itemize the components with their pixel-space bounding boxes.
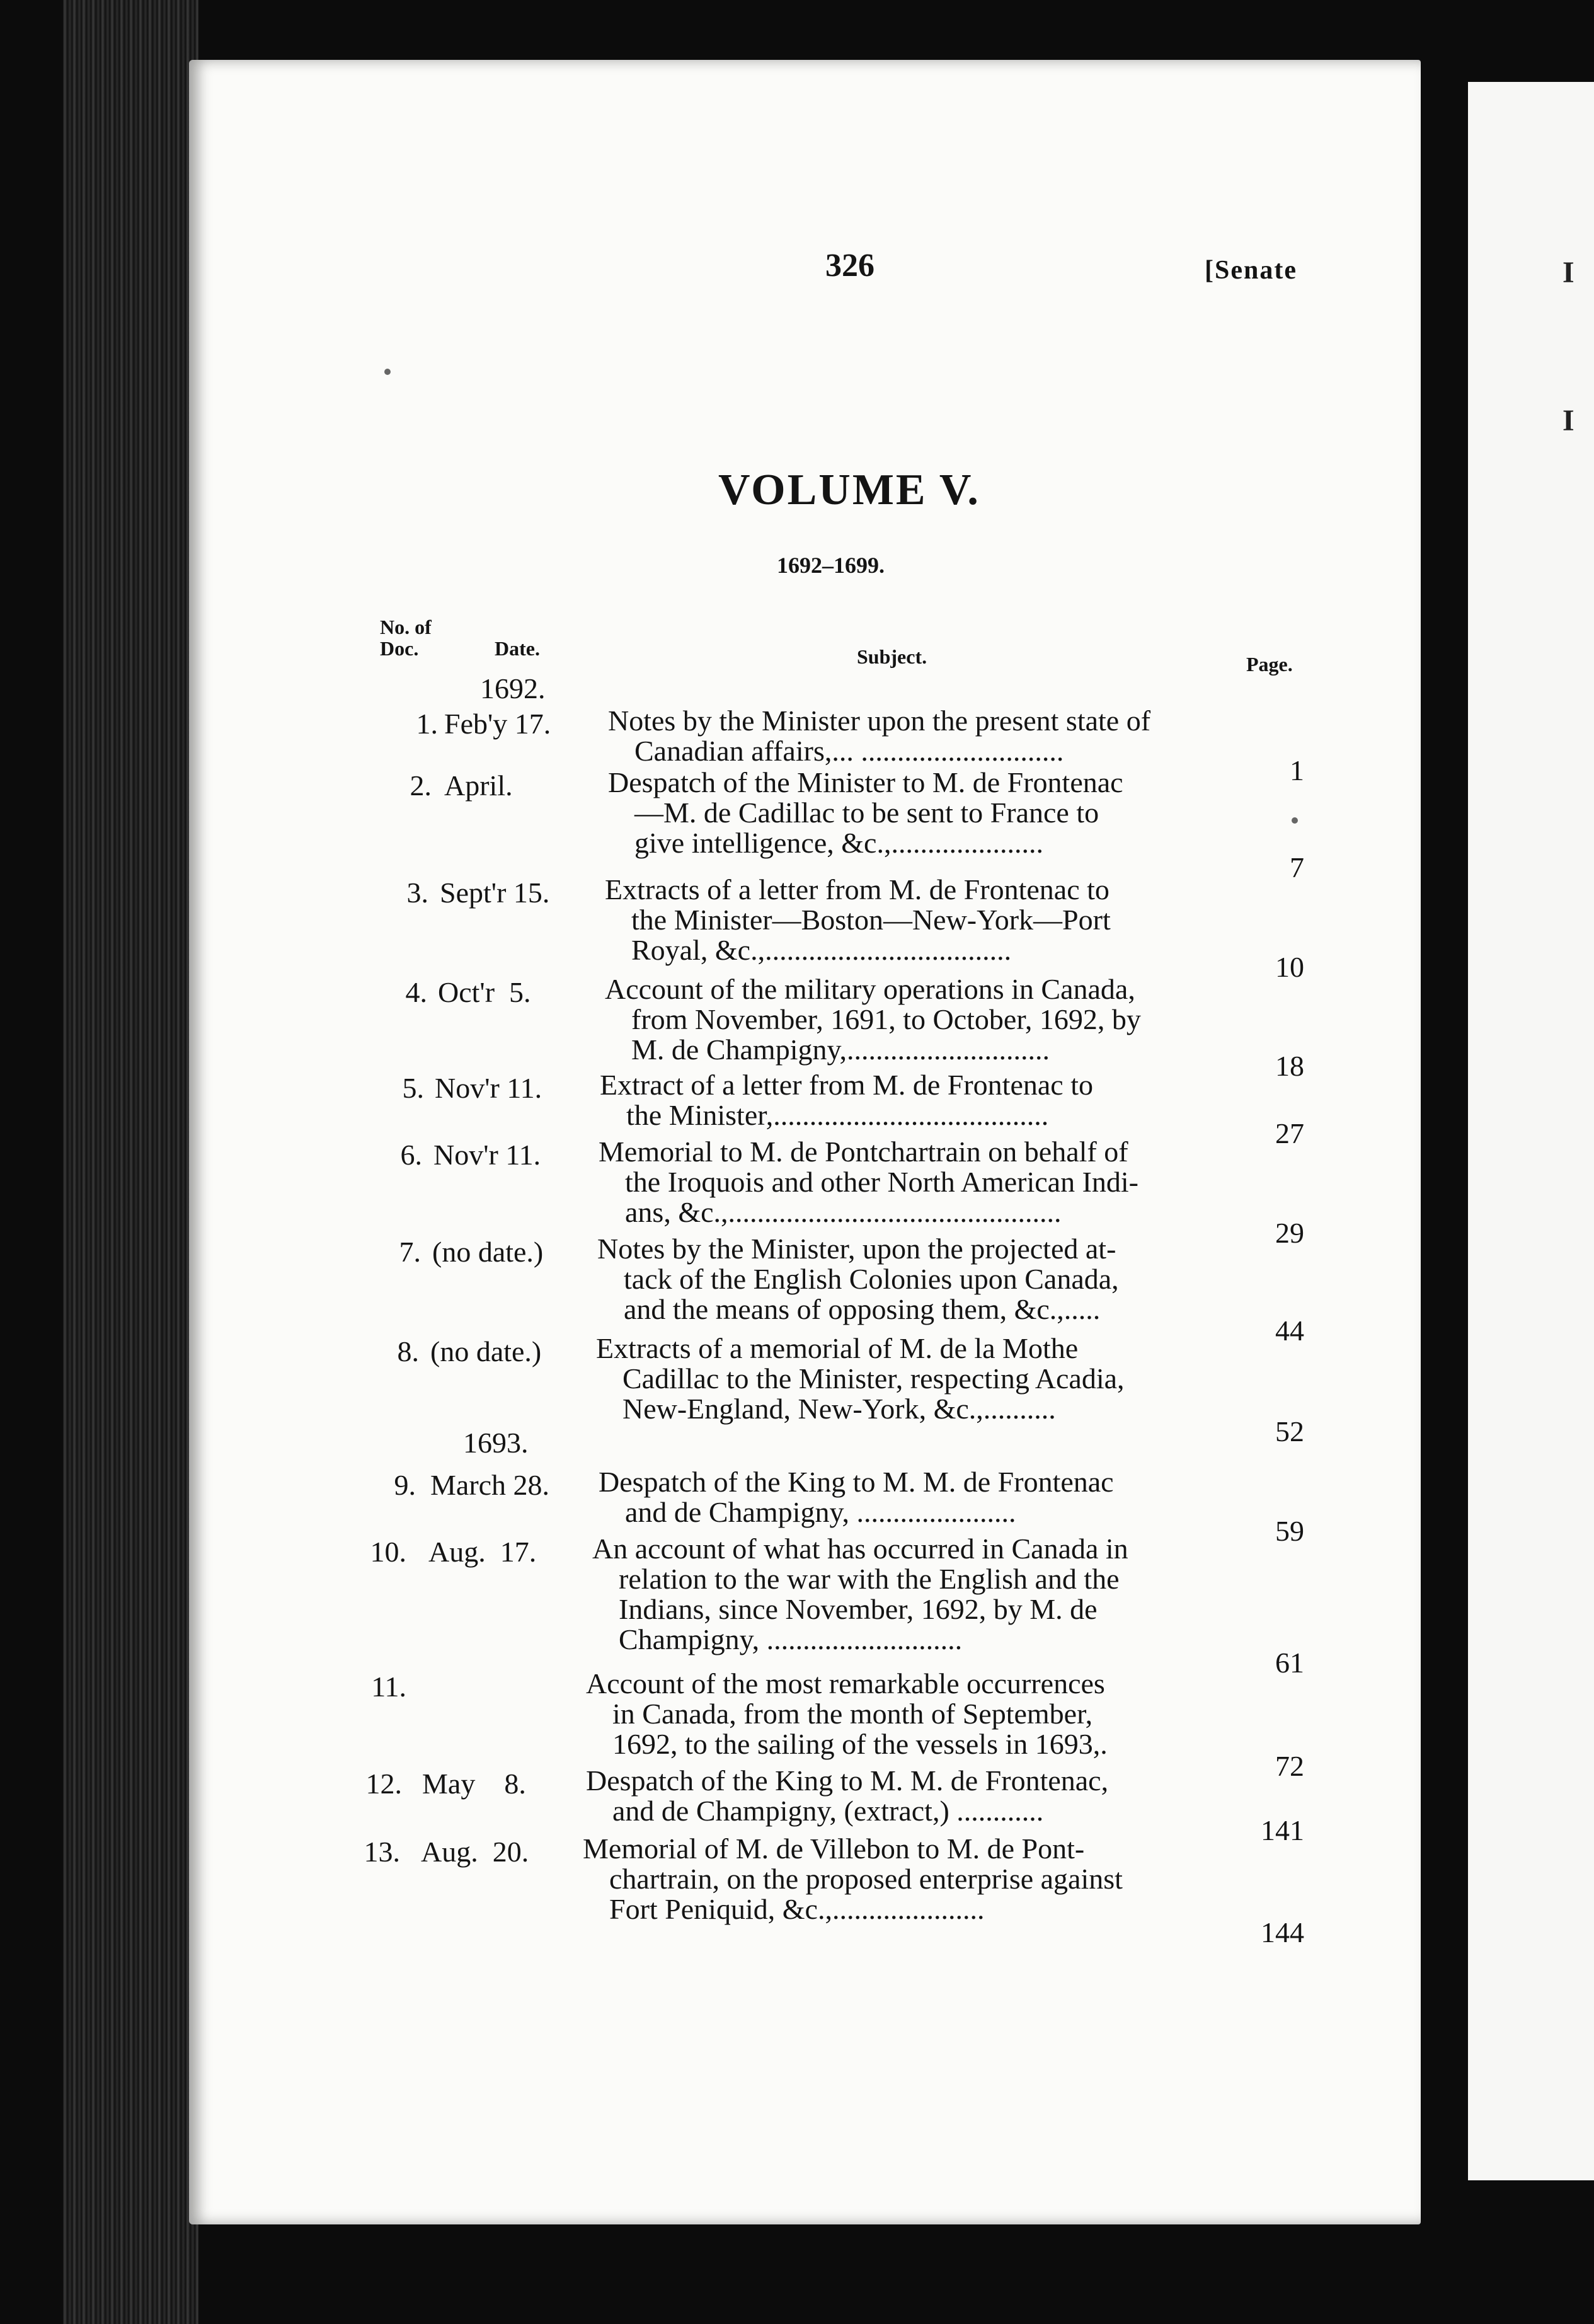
subject-line: 1692, to the sailing of the vessels in 1693,. [612, 1728, 1108, 1760]
entry-subject [592, 1534, 1241, 1655]
entry-subject [586, 1766, 1235, 1826]
entry-page: 44 [1275, 1314, 1304, 1347]
entry-date: Nov'r 11. [433, 1139, 541, 1171]
entry-page: 141 [1261, 1814, 1304, 1846]
subject-line: in Canada, from the month of September, [612, 1698, 1093, 1730]
entry-page: 18 [1275, 1050, 1304, 1082]
subject-line: Notes by the Minister, upon the projected at- [597, 1233, 1116, 1265]
entry-page: 10 [1275, 951, 1304, 983]
entry-date: April. [444, 769, 513, 802]
entry-number: 13. [364, 1836, 400, 1868]
subject-line: Cadillac to the Minister, respecting Acadia, [622, 1362, 1125, 1395]
entry-number: 6. [400, 1139, 422, 1171]
entry-number: 1. [416, 708, 438, 740]
subject-line: New-England, New-York, &c.,.......... [622, 1393, 1056, 1425]
subject-line: Notes by the Minister upon the present state of [608, 705, 1151, 737]
subject-line: Account of the most remarkable occurrences [586, 1667, 1105, 1700]
entry-number: 2. [410, 769, 432, 802]
column-header-no: No. of Doc. [380, 616, 432, 660]
page-number: 326 [825, 248, 874, 284]
entry-date: Feb'y 17. [444, 708, 551, 740]
entry-page: 7 [1290, 851, 1304, 883]
entry-number: 11. [371, 1671, 406, 1703]
entry-date: March 28. [430, 1469, 550, 1501]
entry-number: 12. [365, 1768, 402, 1800]
subject-line: the Iroquois and other North American Indi- [625, 1166, 1138, 1198]
entry-page: 61 [1275, 1647, 1304, 1679]
subject-line: Champigny, ........................... [619, 1623, 963, 1655]
subject-line: Memorial to M. de Pontchartrain on behalf of [599, 1136, 1128, 1168]
entry-date: Aug. 17. [428, 1536, 537, 1568]
subject-line: relation to the war with the English and the [619, 1563, 1120, 1595]
subject-line: Extract of a letter from M. de Frontenac to [600, 1069, 1093, 1101]
subject-line: the Minister—Boston—New-York—Port [631, 904, 1111, 936]
subject-line: and the means of opposing them, &c.,..... [624, 1293, 1101, 1325]
entry-page: 52 [1275, 1415, 1304, 1447]
entry-page: 1 [1290, 754, 1304, 786]
subject-line: the Minister,...................................... [626, 1099, 1049, 1131]
entry-page: 27 [1275, 1117, 1304, 1149]
entry-number: 10. [370, 1536, 406, 1568]
year-label: 1693. [463, 1427, 529, 1459]
adjacent-page-edge: I I [1468, 82, 1594, 2180]
subject-line: Royal, &c.,.................................. [631, 934, 1012, 966]
year-label: 1692. [480, 672, 546, 705]
column-header-date: Date. [495, 637, 540, 660]
subject-line: Despatch of the King to M. M. de Frontenac, [586, 1764, 1109, 1797]
volume-years: 1692–1699. [777, 553, 885, 578]
entry-page: 29 [1275, 1217, 1304, 1249]
book-spine [63, 0, 198, 2324]
subject-line: —M. de Cadillac to be sent to France to [634, 797, 1099, 829]
entry-date: Nov'r 11. [435, 1072, 542, 1104]
entry-date: (no date.) [430, 1335, 542, 1367]
subject-line: Fort Peniquid, &c.,..................... [609, 1893, 985, 1925]
volume-title: VOLUME V. [718, 466, 980, 514]
entry-date: Aug. 20. [421, 1836, 529, 1868]
subject-line: Memorial of M. de Villebon to M. de Pont- [583, 1832, 1085, 1865]
entry-subject [583, 1834, 1232, 1924]
entry-page: 144 [1261, 1916, 1304, 1948]
subject-line: An account of what has occurred in Canada in [592, 1533, 1128, 1565]
print-speck [384, 369, 391, 375]
entry-subject [596, 1333, 1245, 1424]
column-header-page: Page. [1246, 653, 1293, 676]
entry-subject [586, 1669, 1235, 1759]
subject-line: give intelligence, &c.,..................... [634, 827, 1043, 859]
entry-number: 3. [406, 877, 428, 909]
subject-line: Extracts of a memorial of M. de la Mothe [596, 1332, 1079, 1364]
subject-line: Account of the military operations in Canada, [605, 973, 1135, 1005]
entry-subject [605, 875, 1254, 965]
subject-line: M. de Champigny,............................ [631, 1033, 1050, 1066]
subject-line: from November, 1691, to October, 1692, by [631, 1003, 1141, 1035]
print-speck [1292, 817, 1298, 824]
entry-subject [608, 768, 1257, 858]
entry-subject [608, 706, 1257, 766]
subject-line: Canadian affairs,... ............................ [634, 735, 1064, 767]
subject-line: ans, &c.,.............................................. [625, 1196, 1062, 1228]
subject-line: chartrain, on the proposed enterprise against [609, 1863, 1123, 1895]
subject-line: Despatch of the Minister to M. de Frontenac [608, 766, 1123, 798]
subject-line: Indians, since November, 1692, by M. de [619, 1593, 1098, 1625]
entry-number: 4. [405, 976, 427, 1008]
entry-subject [600, 1070, 1249, 1130]
entry-date: May 8. [422, 1768, 526, 1800]
subject-line: tack of the English Colonies upon Canada, [624, 1263, 1119, 1295]
subject-line: Extracts of a letter from M. de Frontenac to [605, 873, 1109, 906]
entry-subject [605, 974, 1254, 1065]
entry-subject [597, 1234, 1246, 1325]
entry-date: (no date.) [432, 1236, 544, 1268]
entry-subject [599, 1137, 1247, 1228]
entry-subject [599, 1467, 1247, 1527]
entry-page: 72 [1275, 1750, 1304, 1782]
subject-line: and de Champigny, ...................... [625, 1496, 1016, 1528]
entry-page: 59 [1275, 1515, 1304, 1547]
entry-number: 8. [397, 1335, 419, 1367]
entry-number: 7. [399, 1236, 421, 1268]
subject-line: Despatch of the King to M. M. de Frontenac [599, 1466, 1114, 1498]
running-head: [Senate [1205, 256, 1297, 285]
subject-line: and de Champigny, (extract,) ............ [612, 1795, 1044, 1827]
column-header-subject: Subject. [857, 645, 927, 668]
entry-number: 9. [394, 1469, 416, 1501]
entry-number: 5. [402, 1072, 424, 1104]
entry-date: Oct'r 5. [438, 976, 531, 1008]
entry-date: Sept'r 15. [440, 877, 550, 909]
